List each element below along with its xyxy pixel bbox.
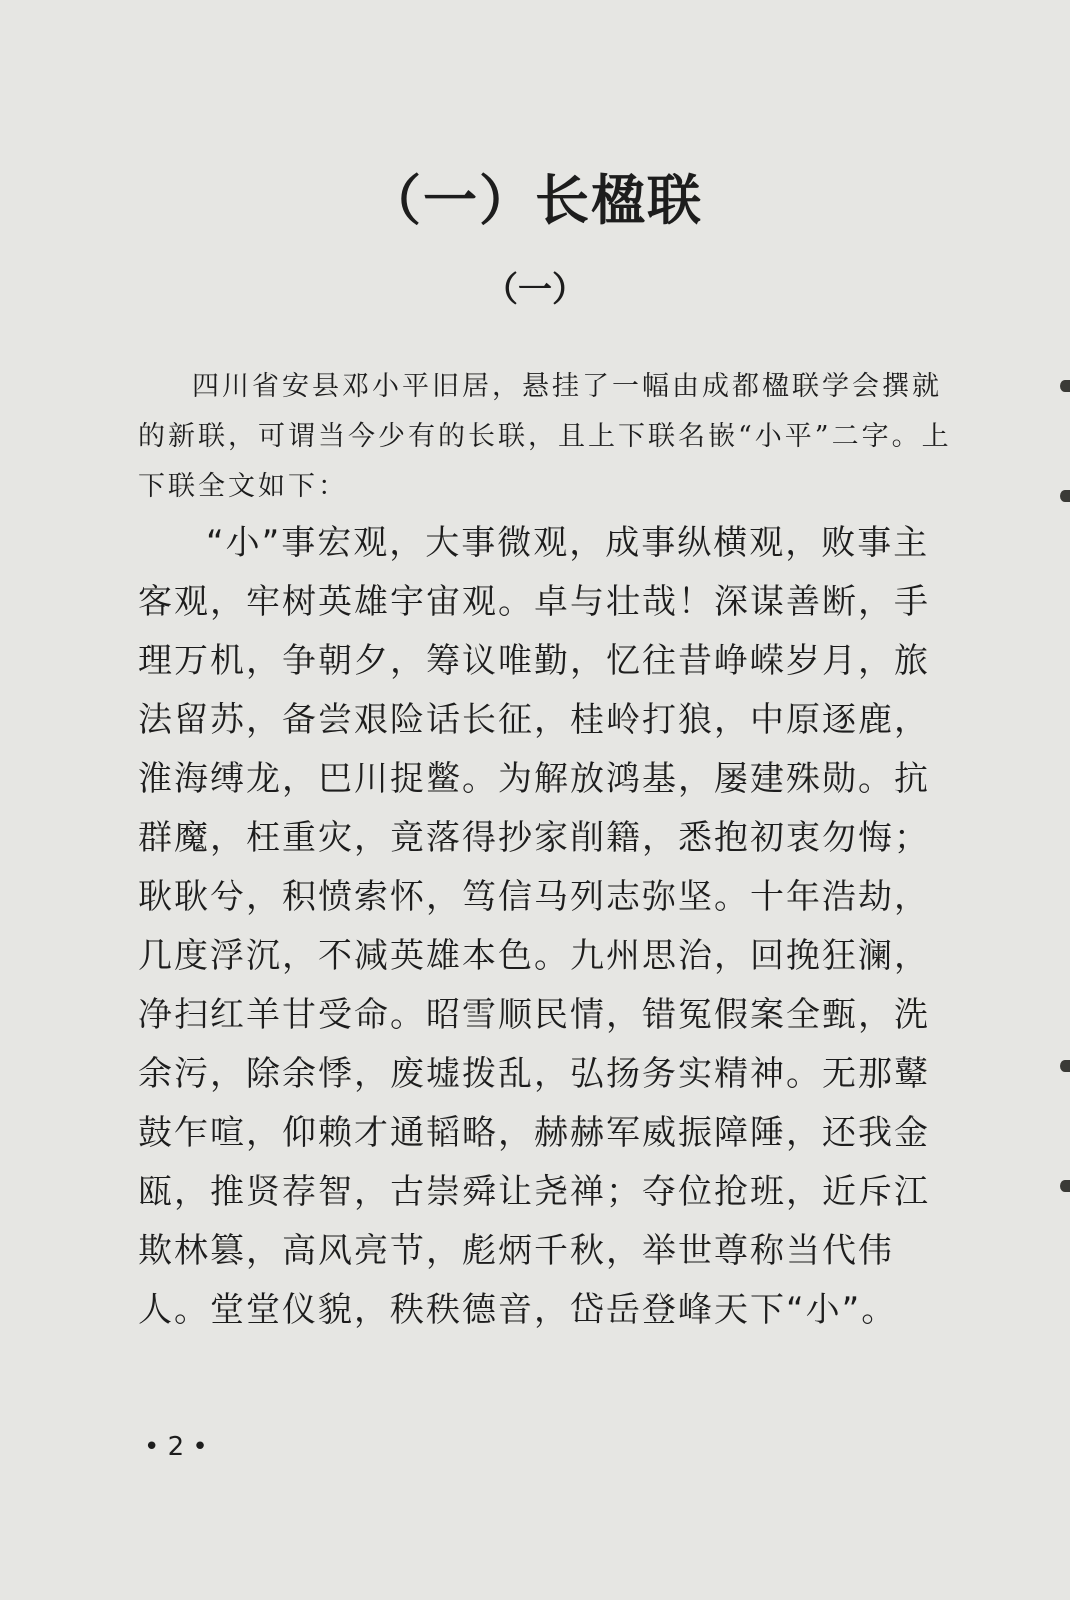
page-number: • 2 •: [144, 1432, 208, 1462]
binding-hole-mark: [1060, 1060, 1070, 1072]
binding-hole-mark: [1060, 380, 1070, 392]
binding-hole-mark: [1060, 490, 1070, 502]
intro-paragraph-block: [138, 362, 958, 512]
chapter-title: （一）长楹联: [367, 169, 703, 232]
intro-paragraph: 四川省安县邓小平旧居，悬挂了一幅由成都楹联学会撰就的新联，可谓当今少有的长联，且上下联名嵌“小平”二字。上下联全文如下：: [138, 371, 952, 502]
couplet-text-block: [138, 514, 958, 1340]
section-title: （一）: [484, 270, 586, 310]
couplet-paragraph: “小”事宏观，大事微观，成事纵横观，败事主客观，牢树英雄宇宙观。卓与壮哉！深谋善断，手理万机，争朝夕，筹议唯勤，忆往昔峥嵘岁月，旅法留苏，备尝艰险话长征，桂岭打狼，中原逐鹿，淮海缚龙，巴川捉鳖。为解放鸿基，屡建殊勋。抗群魔，枉重灾，竟落得抄家削籍，悉抱初衷勿悔；耿耿兮，积愤索怀，笃信马列志弥坚。十年浩劫，几度浮沉，不减英雄本色。九州思治，回挽狂澜，净扫红羊甘受命。昭雪顺民情，错冤假案全甄，洗余污，除余悸，废墟拨乱，弘扬务实精神。无那鼙鼓乍喧，仰赖才通韬略，赫赫军威振障陲，还我金瓯，推贤荐智，古崇舜让尧禅；夺位抢班，近斥江欺林篡，高风亮节，彪炳千秋，举世尊称当代伟人。堂堂仪貌，秩秩德音，岱岳登峰天下“小”。: [138, 523, 930, 1330]
binding-hole-mark: [1060, 1180, 1070, 1192]
